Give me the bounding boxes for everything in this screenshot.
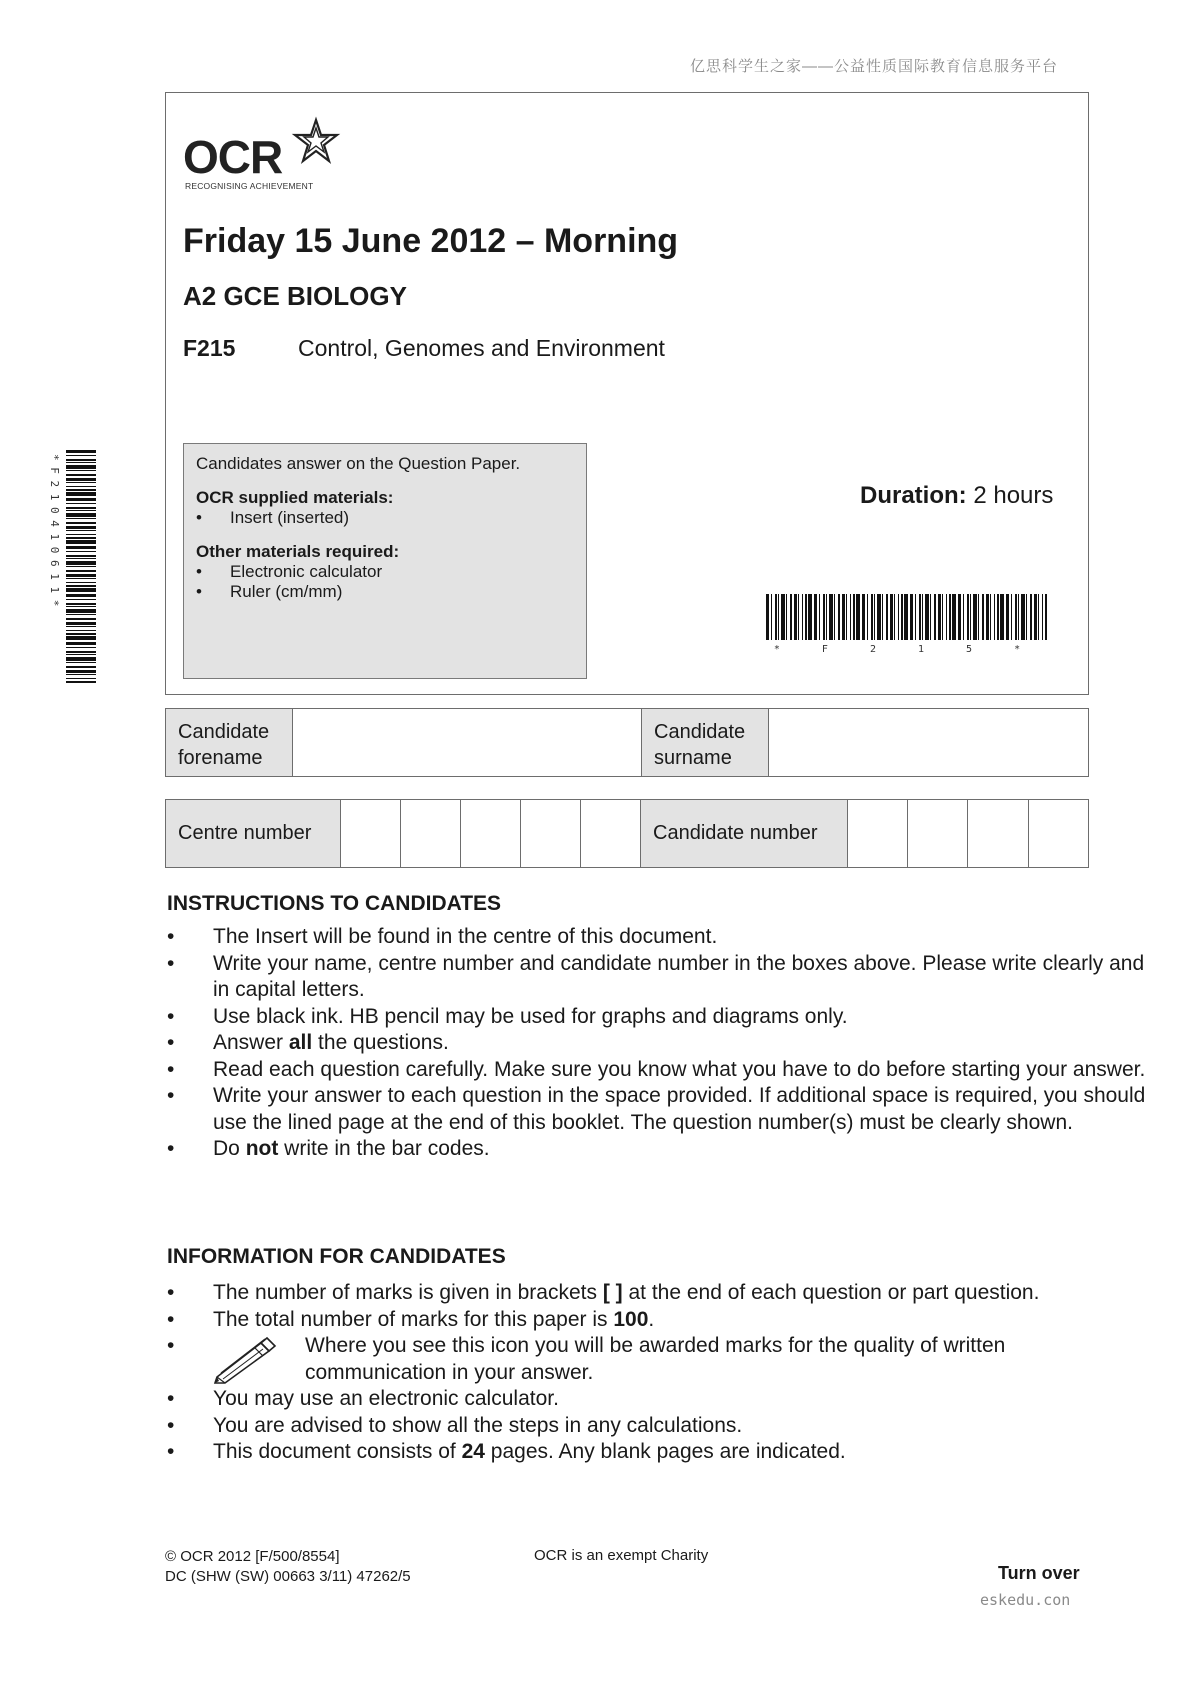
barcode-bar bbox=[978, 594, 979, 640]
barcode-bar bbox=[66, 578, 96, 579]
logo-text: OCR bbox=[183, 131, 283, 183]
copyright-text: © OCR 2012 [F/500/8554] bbox=[165, 1548, 340, 1565]
barcode-bar bbox=[778, 594, 779, 640]
barcode-bar bbox=[1038, 594, 1039, 640]
barcode-bar bbox=[66, 465, 96, 469]
list-item: • You may use an electronic calculator. bbox=[167, 1387, 559, 1410]
candidate-number-digit[interactable] bbox=[847, 800, 907, 867]
barcode-bar bbox=[946, 594, 947, 640]
barcode-bar bbox=[819, 594, 820, 640]
document-code: DC (SHW (SW) 00663 3/11) 47262/5 bbox=[165, 1568, 411, 1585]
barcode-bar bbox=[66, 626, 96, 627]
star-logo-icon bbox=[291, 118, 341, 164]
barcode-bar bbox=[66, 566, 96, 567]
barcode-bar bbox=[886, 594, 888, 640]
candidate-number-digit[interactable] bbox=[907, 800, 967, 867]
candidate-number-digit[interactable] bbox=[1028, 800, 1088, 867]
barcode-bar bbox=[66, 674, 96, 675]
barcode-bar bbox=[66, 537, 96, 539]
barcode-bar bbox=[66, 585, 96, 587]
information-list bbox=[167, 1280, 1148, 1466]
barcode-bar bbox=[949, 594, 951, 640]
barcode-bar bbox=[66, 510, 96, 511]
barcode-bar bbox=[66, 455, 96, 456]
barcode-bar bbox=[970, 594, 971, 640]
barcode-bar bbox=[798, 594, 799, 640]
candidate-number-digit[interactable] bbox=[967, 800, 1028, 867]
barcode-bar bbox=[898, 594, 899, 640]
barcode-bar bbox=[963, 594, 964, 640]
barcode-bar bbox=[890, 594, 893, 640]
list-item: • Do not write in the bar codes. bbox=[167, 1137, 490, 1160]
list-item: • You are advised to show all the steps in any calculations. bbox=[167, 1413, 743, 1437]
barcode-bar bbox=[66, 603, 96, 605]
barcode-bar bbox=[66, 551, 96, 552]
barcode-bar bbox=[794, 594, 797, 640]
unit-title: Control, Genomes and Environment bbox=[298, 335, 665, 361]
barcode-bar bbox=[66, 507, 96, 509]
barcode-bar bbox=[66, 633, 96, 635]
barcode-bar bbox=[775, 594, 777, 640]
forename-field[interactable] bbox=[292, 709, 641, 776]
barcode-bar bbox=[66, 662, 96, 663]
barcode-bar bbox=[66, 489, 96, 491]
candidate-name-table bbox=[165, 708, 1089, 777]
barcode-bar bbox=[871, 594, 873, 640]
centre-number-digit[interactable] bbox=[520, 800, 580, 867]
supplied-materials-heading: OCR supplied materials: bbox=[196, 488, 394, 507]
barcode-bar bbox=[808, 594, 812, 640]
barcode-bar bbox=[805, 594, 807, 640]
barcode-bar bbox=[66, 530, 96, 531]
duration bbox=[860, 482, 1053, 510]
barcode-bar bbox=[66, 622, 96, 625]
barcode-bar bbox=[66, 546, 96, 549]
candidate-number-table bbox=[165, 799, 1089, 868]
barcode-bar bbox=[66, 470, 96, 471]
barcode-bar bbox=[66, 588, 96, 592]
forename-label: Candidate forename bbox=[166, 709, 292, 776]
barcode-bar bbox=[66, 518, 96, 519]
instructions-list bbox=[167, 924, 1148, 1163]
centre-number-digit[interactable] bbox=[340, 800, 400, 867]
barcode-right-text: * F 2 1 5 * bbox=[773, 644, 1039, 655]
barcode-bar bbox=[786, 594, 787, 640]
footer-left bbox=[165, 1547, 411, 1587]
barcode-bar bbox=[66, 630, 96, 631]
barcode-bar bbox=[919, 594, 921, 640]
barcode-bar bbox=[66, 486, 96, 487]
list-item: • Write your answer to each question in the space provided. If additional space is required, you should use the lined page at the end of this booklet. The question number(s) must be clearly shown. bbox=[167, 1084, 1146, 1134]
barcode-bar bbox=[853, 594, 855, 640]
barcode-bar bbox=[1026, 594, 1027, 640]
barcode-bar bbox=[994, 594, 995, 640]
list-item: • Answer all the questions. bbox=[167, 1031, 449, 1054]
barcode-bar bbox=[66, 498, 96, 501]
unit-code: F215 bbox=[183, 335, 236, 361]
barcode-bar bbox=[66, 666, 96, 668]
barcode-side-text: * F 2 1 0 4 1 0 6 1 1 * bbox=[48, 454, 61, 607]
barcode-bar bbox=[990, 594, 991, 640]
exam-date: Friday 15 June 2012 – Morning bbox=[183, 222, 679, 260]
barcode-bar bbox=[850, 594, 851, 640]
watermark-bottom: eskedu.con bbox=[980, 1591, 1071, 1609]
barcode-bar bbox=[952, 594, 956, 640]
list-item: • Write your name, centre number and candidate number in the boxes above. Please write clearly and in capital letters. bbox=[167, 951, 1145, 1001]
barcode-bar bbox=[930, 594, 931, 640]
list-item: • The total number of marks for this paper is 100. bbox=[167, 1307, 655, 1331]
ocr-logo bbox=[183, 118, 343, 192]
barcode-bar bbox=[66, 636, 96, 640]
centre-number-digit[interactable] bbox=[400, 800, 460, 867]
centre-number-label: Centre number bbox=[166, 800, 340, 867]
barcode-bar bbox=[66, 450, 96, 453]
barcode-bar bbox=[1034, 594, 1037, 640]
barcode-bar bbox=[958, 594, 961, 640]
barcode-bar bbox=[66, 474, 96, 476]
barcode-bar bbox=[934, 594, 936, 640]
barcode-bar bbox=[66, 462, 96, 463]
barcode-bar bbox=[66, 570, 96, 572]
list-item: • The Insert will be found in the centre of this document. bbox=[167, 925, 718, 948]
barcode-bar bbox=[1018, 594, 1019, 640]
candidate-number-label: Candidate number bbox=[640, 800, 847, 867]
barcode-bar bbox=[867, 594, 868, 640]
barcode-bar bbox=[66, 670, 96, 673]
centre-number-digit[interactable] bbox=[460, 800, 520, 867]
instructions-heading: INSTRUCTIONS TO CANDIDATES bbox=[167, 892, 502, 915]
duration-label: Duration: bbox=[860, 482, 967, 509]
barcode-bar bbox=[66, 582, 96, 583]
barcode-bar bbox=[862, 594, 865, 640]
centre-number-digit[interactable] bbox=[580, 800, 640, 867]
barcode-bar bbox=[838, 594, 840, 640]
barcode-bar bbox=[66, 614, 96, 615]
barcode-bar bbox=[823, 594, 825, 640]
barcode-bar bbox=[66, 492, 96, 496]
pencil-icon bbox=[211, 1335, 281, 1385]
barcode-bar bbox=[66, 558, 96, 559]
barcode-bar bbox=[973, 594, 977, 640]
list-item: • Read each question carefully. Make sure you know what you have to do before starting your answer. bbox=[167, 1057, 1146, 1081]
barcode-bar bbox=[814, 594, 817, 640]
barcode-bar bbox=[1042, 594, 1043, 640]
barcode-bar bbox=[922, 594, 923, 640]
list-item: • This document consists of 24 pages. Any blank pages are indicated. bbox=[167, 1440, 846, 1463]
barcode-bar bbox=[66, 526, 96, 529]
barcode-bar bbox=[66, 574, 96, 577]
barcode-bar bbox=[66, 561, 96, 565]
barcode-bar bbox=[1006, 594, 1009, 640]
information-heading: INFORMATION FOR CANDIDATES bbox=[167, 1245, 506, 1268]
watermark-top: 亿思科学生之家——公益性质国际教育信息服务平台 bbox=[690, 58, 1059, 75]
list-item: • The number of marks is given in brackets [ ] at the end of each question or part question. bbox=[167, 1281, 1040, 1304]
duration-value: 2 hours bbox=[973, 482, 1054, 509]
barcode-bar bbox=[66, 657, 96, 661]
surname-field[interactable] bbox=[768, 709, 1088, 776]
subject-title: A2 GCE BIOLOGY bbox=[183, 281, 407, 311]
barcode-bar bbox=[66, 513, 96, 517]
barcode-bar bbox=[66, 618, 96, 620]
barcode-bar bbox=[66, 651, 96, 653]
barcode-bar bbox=[834, 594, 835, 640]
logo-tagline: RECOGNISING ACHIEVEMENT bbox=[185, 181, 314, 191]
charity-text: OCR is an exempt Charity bbox=[534, 1547, 709, 1564]
barcode-bar bbox=[802, 594, 803, 640]
barcode-bar bbox=[1015, 594, 1017, 640]
barcode-bar bbox=[874, 594, 875, 640]
barcode-bar bbox=[942, 594, 943, 640]
barcode-bar bbox=[771, 594, 772, 640]
barcode-bar bbox=[66, 522, 96, 524]
barcode-bar bbox=[856, 594, 860, 640]
barcode-bar bbox=[997, 594, 999, 640]
other-materials-heading: Other materials required: bbox=[196, 542, 400, 561]
barcode-bar bbox=[1021, 594, 1025, 640]
barcode-bar bbox=[781, 594, 785, 640]
barcode-bar bbox=[925, 594, 929, 640]
materials-box bbox=[183, 443, 587, 679]
barcode-bar bbox=[901, 594, 903, 640]
list-item: • Where you see this icon you will be awarded marks for the quality of written communication in your answer. bbox=[167, 1334, 1006, 1384]
barcode-bar bbox=[938, 594, 941, 640]
barcode-bar bbox=[66, 606, 96, 607]
barcode-bar bbox=[66, 482, 96, 483]
barcode-bar bbox=[1030, 594, 1032, 640]
materials-intro: Candidates answer on the Question Paper. bbox=[196, 454, 521, 473]
barcode-bar bbox=[967, 594, 969, 640]
barcode-bar bbox=[986, 594, 989, 640]
barcode-bar bbox=[877, 594, 881, 640]
list-item: • Use black ink. HB pencil may be used for graphs and diagrams only. bbox=[167, 1004, 848, 1028]
barcode-bar bbox=[766, 594, 769, 640]
barcode-bar bbox=[66, 654, 96, 655]
barcode-bar bbox=[1045, 594, 1047, 640]
list-item: • Insert (inserted) bbox=[196, 508, 350, 527]
surname-label: Candidate surname bbox=[641, 709, 768, 776]
barcode-bar bbox=[894, 594, 895, 640]
barcode-bar bbox=[790, 594, 792, 640]
barcode-bar bbox=[66, 609, 96, 613]
barcode-bar bbox=[66, 555, 96, 557]
barcode-bar bbox=[66, 647, 96, 648]
barcode-bar bbox=[66, 599, 96, 600]
barcode-bar bbox=[66, 594, 96, 597]
list-item: • Ruler (cm/mm) bbox=[196, 582, 343, 601]
barcode-bar bbox=[904, 594, 908, 640]
list-item: • Electronic calculator bbox=[196, 562, 383, 581]
turn-over: Turn over bbox=[998, 1563, 1080, 1583]
barcode-bar bbox=[826, 594, 827, 640]
barcode-bar bbox=[66, 534, 96, 535]
barcode-bar bbox=[910, 594, 913, 640]
barcode-bar bbox=[1011, 594, 1012, 640]
barcode-bar bbox=[842, 594, 845, 640]
barcode-bar bbox=[66, 681, 96, 683]
barcode-bar bbox=[846, 594, 847, 640]
barcode-bar bbox=[66, 678, 96, 679]
barcode-bar bbox=[1000, 594, 1004, 640]
barcode-bar bbox=[66, 478, 96, 481]
barcode-bar bbox=[982, 594, 984, 640]
barcode-bar bbox=[882, 594, 883, 640]
barcode-bar bbox=[829, 594, 833, 640]
barcode-side bbox=[50, 450, 100, 682]
barcode-bar bbox=[66, 540, 96, 544]
barcode-bar bbox=[66, 459, 96, 461]
barcode-right bbox=[766, 594, 1046, 654]
barcode-bar bbox=[66, 503, 96, 504]
barcode-bar bbox=[915, 594, 916, 640]
barcode-bar bbox=[66, 642, 96, 645]
